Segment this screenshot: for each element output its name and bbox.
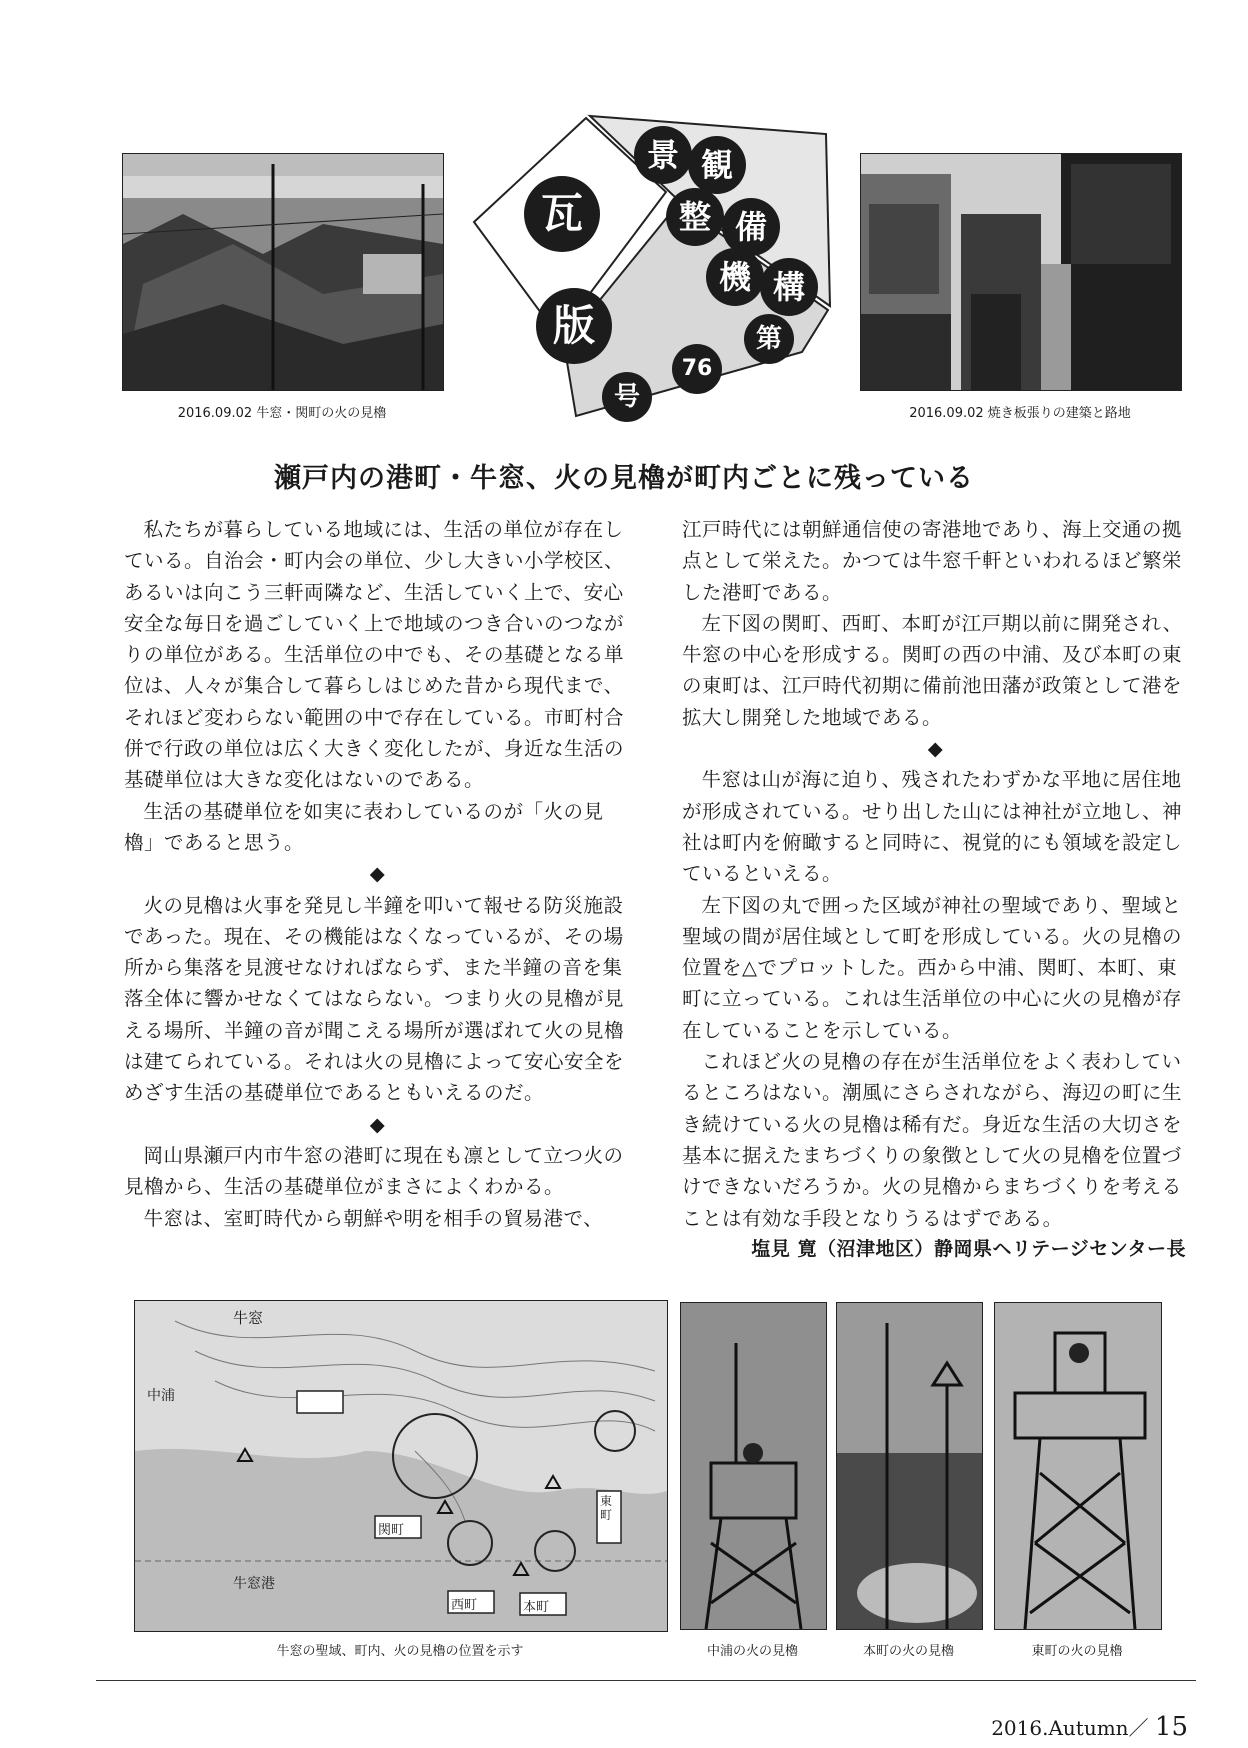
paragraph: 岡山県瀬戸内市牛窓の港町に現在も凛として立つ火の見櫓から、生活の基礎単位がまさによくわかる。 [124,1143,624,1199]
paragraph: 牛窓は、室町時代から朝鮮や明を相手の貿易港で、 [143,1206,604,1230]
logo-char: 観 [688,136,746,194]
footer-rule [96,1680,1196,1681]
map-label: 牛窓港 [233,1576,275,1592]
paragraph: 牛窓は山が海に迫り、残されたわずかな平地に居住地が形成されている。せり出した山には神社が立地し、神社は町内を俯瞰すると同時に、視覚的にも領域を設定しているといえる。 [682,768,1183,886]
article-column-right [682,514,1189,1234]
paragraph: 火の見櫓は火事を発見し半鐘を叩いて報せる防災施設であった。現在、その機能はなくなっているが、その場所から集落を見渡せなければならず、また半鐘の音を集落全体に響かせなくてはならない。つまり火の見櫓が見える場所、半鐘の音が聞こえる場所が選ばれて火の見櫓は建てられている。それは火の見櫓によって安心安全をめざす生活の基礎単位であるともいえるのだ。 [124,893,625,1105]
map-label: 東町 [600,1494,613,1522]
logo-char: 版 [536,288,612,364]
kawaraban-logo [466,112,838,424]
map-ushimado [134,1300,668,1632]
logo-char: 備 [722,198,780,256]
article-headline: 瀬戸内の港町・牛窓、火の見櫓が町内ごとに残っている [274,463,974,494]
photo-caption-top-right: 2016.09.02 焼き板張りの建築と路地 [909,406,1131,421]
logo-char: 瓦 [524,176,600,252]
paragraph: これほど火の見櫓の存在が生活単位をよく表わしているところはない。潮風にさらされながら、海辺の町に生き続けている火の見櫓は稀有だ。身近な生活の大切さを基本に据えたまちづくりの象徴として火の見櫓を位置づけできないだろうか。火の見櫓からまちづくりを考えることは有効な手段となりうるはずである。 [682,1050,1183,1230]
map-label: 中浦 [147,1388,175,1404]
photo-harbor-town [122,153,444,391]
section-divider: ◆ [927,737,944,761]
photo-tower-nakaura [680,1302,827,1630]
photo-tower-honmachi [836,1302,983,1630]
paragraph: 江戸時代には朝鮮通信使の寄港地であり、海上交通の拠点として栄えた。かつては牛窓千軒といわれるほど繁栄した港町である。 [682,518,1183,604]
issue-label: 2016.Autumn／ [991,1716,1149,1740]
logo-char: 整 [666,188,724,246]
logo-char: 第 [744,314,794,364]
paragraph: 左下図の丸で囲った区域が神社の聖域であり、聖域と聖域の間が居住域として町を形成している。火の見櫓の位置を△でプロットした。西から中浦、関町、本町、東町に立っている。これは生活単位の中心に火の見櫓が存在していることを示している。 [682,893,1183,1042]
map-label: 牛窓 [233,1309,264,1327]
photo-caption-top-left: 2016.09.02 牛窓・関町の火の見櫓 [177,406,387,421]
photo-tower-higashimachi [994,1302,1162,1630]
logo-char: 76 [672,344,722,394]
photo-alley-architecture [860,153,1182,391]
author-byline: 塩見 寛（沼津地区）静岡県ヘリテージセンター長 [751,1238,1186,1260]
logo-char: 景 [634,126,692,184]
logo-char: 構 [760,258,818,316]
map-label: 関町 [378,1523,405,1538]
section-divider: ◆ [369,862,386,886]
map-label: 西町 [451,1598,478,1613]
map-label: 本町 [523,1600,550,1615]
section-divider: ◆ [369,1112,386,1136]
paragraph: 左下図の関町、西町、本町が江戸期以前に開発され、牛窓の中心を形成する。関町の西の中浦、及び本町の東の東町は、江戸時代初期に備前池田藩が政策として港を拡大し開発した地域である。 [682,611,1183,729]
logo-char: 号 [602,372,652,422]
paragraph: 生活の基礎単位を如実に表わしているのが「火の見櫓」であると思う。 [124,799,604,854]
tower-caption: 本町の火の見櫓 [862,1644,954,1659]
tower-caption: 中浦の火の見櫓 [706,1644,798,1659]
page-footer [991,1712,1188,1742]
map-caption: 牛窓の聖域、町内、火の見櫓の位置を示す [276,1644,524,1659]
page-number: 15 [1154,1712,1188,1742]
article-column-left [124,514,631,1234]
paragraph: 私たちが暮らしている地域には、生活の単位が存在している。自治会・町内会の単位、少し大きい小学校区、あるいは向こう三軒両隣など、生活していく上で、安心安全な毎日を過ごしていく上で地域のつき合いのつながりの単位がある。生活単位の中でも、その基礎となる単位は、人々が集合して暮らしはじめた昔から現代まで、それほど変わらない範囲の中で存在している。市町村合併で行政の単位は広く大きく変化したが、身近な生活の基礎単位は大きな変化はないのである。 [124,518,625,792]
logo-char: 機 [706,248,764,306]
tower-caption: 東町の火の見櫓 [1031,1644,1123,1659]
